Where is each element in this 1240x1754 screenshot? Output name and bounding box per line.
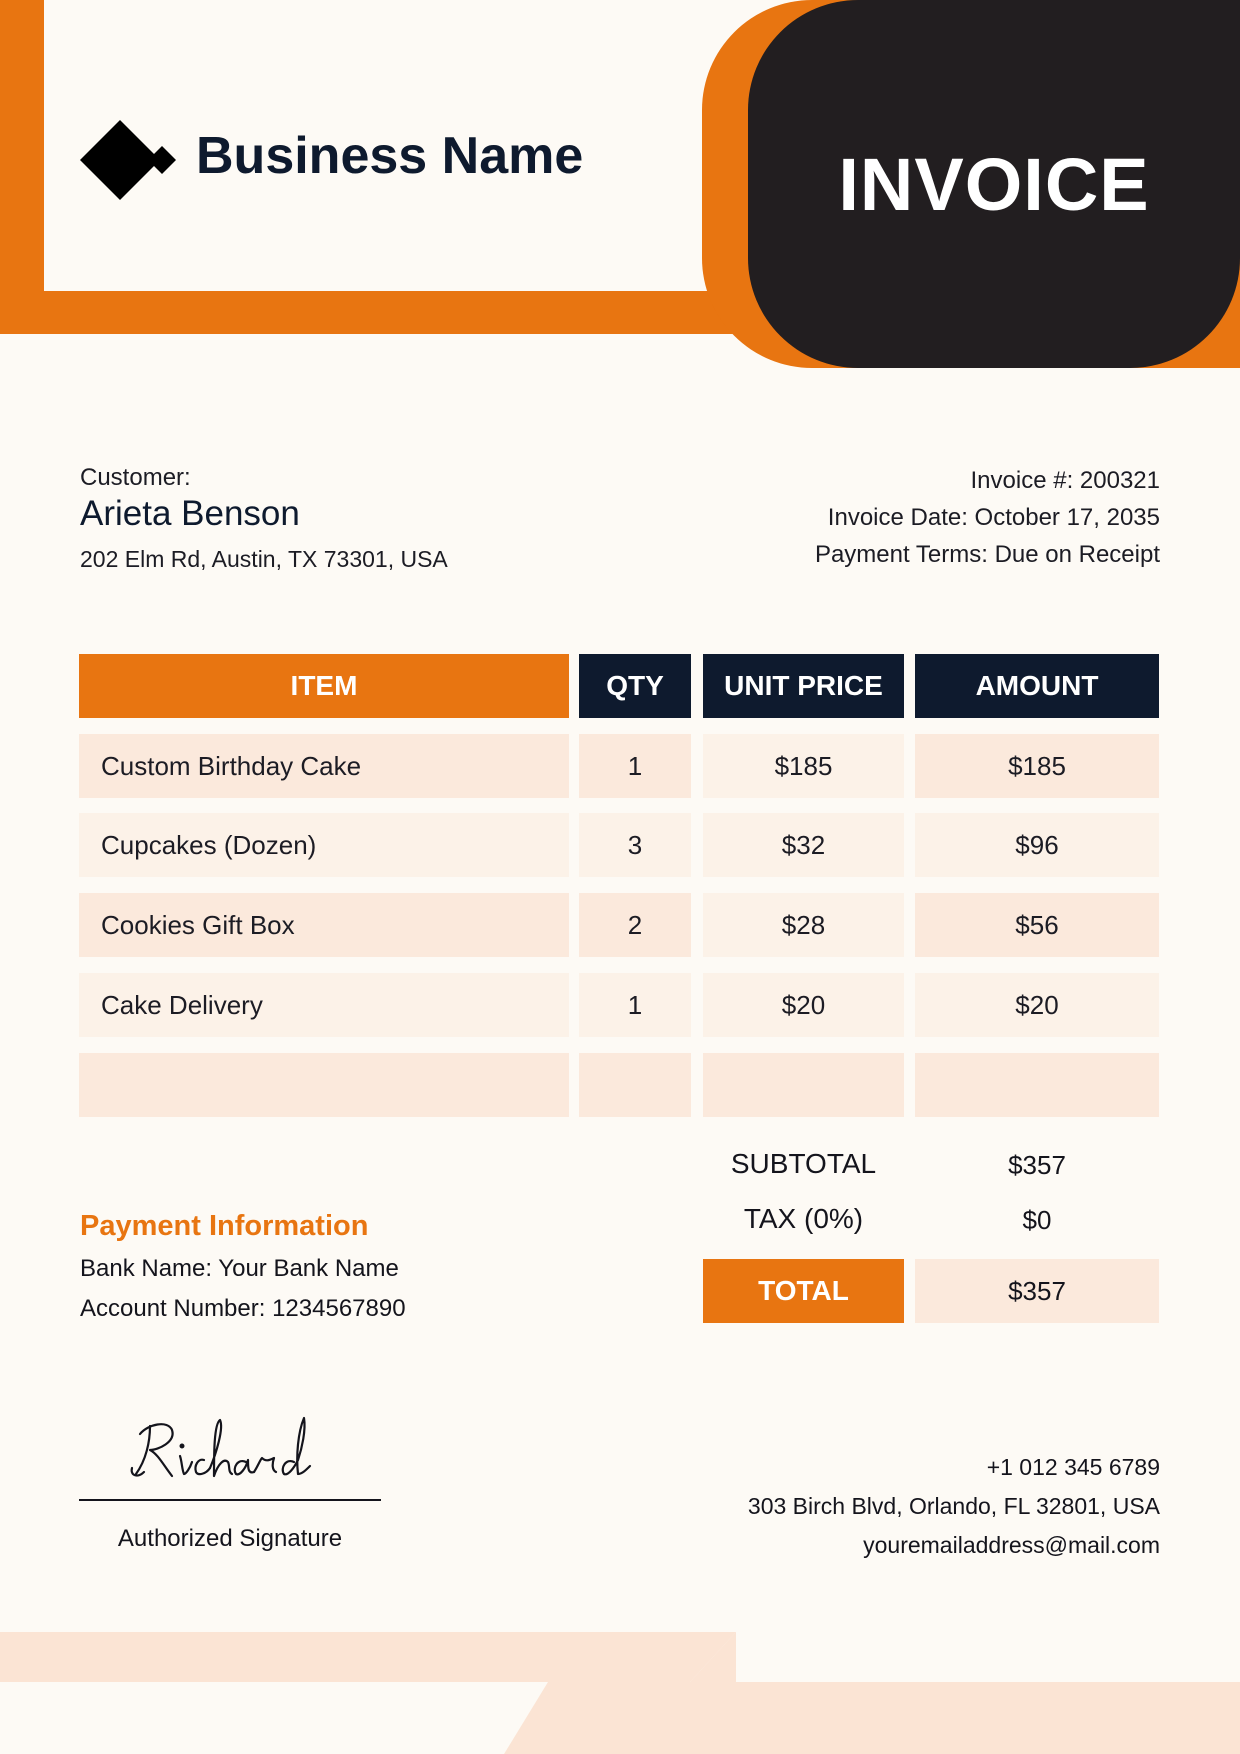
account-number: Account Number: 1234567890 [80,1295,406,1322]
signature-image [128,1408,348,1488]
header-accent-bar-left [0,0,44,334]
table-row-amount [915,1053,1159,1117]
invoice-title: INVOICE [838,143,1150,226]
contact-info [748,1448,1160,1565]
header-unit-price: UNIT PRICE [703,654,904,718]
table-row-item [79,1053,569,1117]
header-qty: QTY [579,654,691,718]
tax-label: TAX (0%) [743,1203,864,1234]
contact-address: 303 Birch Blvd, Orlando, FL 32801, USA [747,1493,1160,1519]
table-row-unit-price: $28 [703,893,904,957]
header-accent-bar-bottom [0,291,760,334]
table-row-qty: 2 [579,893,691,957]
tax-value: $0 [1022,1205,1052,1235]
subtotal-label: SUBTOTAL [730,1148,877,1179]
header-amount: AMOUNT [915,654,1159,718]
table-row-item: Cookies Gift Box [79,893,569,957]
signature-label: Authorized Signature [117,1525,343,1552]
customer-name: Arieta Benson [80,494,300,533]
table-row-unit-price: $20 [703,973,904,1037]
table-row-amount: $96 [915,813,1159,877]
table-row-item: Cupcakes (Dozen) [79,813,569,877]
payment-terms: Payment Terms: Due on Receipt [814,541,1160,568]
table-row-qty: 1 [579,973,691,1037]
diamond-logo-icon [80,120,188,200]
invoice-number: Invoice #: 200321 [970,467,1160,494]
customer-label: Customer: [80,464,191,491]
table-row-qty: 1 [579,734,691,798]
signature-line [79,1499,381,1501]
footer-decoration [0,1630,1240,1754]
invoice-date: Invoice Date: October 17, 2035 [827,504,1160,531]
total-value: $357 [915,1259,1159,1323]
table-row-qty: 3 [579,813,691,877]
table-row-item: Custom Birthday Cake [79,734,569,798]
bank-name: Bank Name: Your Bank Name [80,1255,399,1282]
table-row-item: Cake Delivery [79,973,569,1037]
business-name: Business Name [196,127,584,185]
table-row-unit-price: $32 [703,813,904,877]
table-row-amount: $56 [915,893,1159,957]
table-row-unit-price [703,1053,904,1117]
header-item: ITEM [79,654,569,718]
table-row-amount: $20 [915,973,1159,1037]
table-row-amount: $185 [915,734,1159,798]
invoice-meta [815,462,1160,573]
table-row-unit-price: $185 [703,734,904,798]
total-label: TOTAL [703,1259,904,1323]
subtotal-value: $357 [1008,1150,1066,1180]
payment-info-title: Payment Information [80,1210,369,1242]
contact-email: youremailaddress@mail.com [863,1532,1160,1558]
customer-address: 202 Elm Rd, Austin, TX 73301, USA [80,546,448,572]
table-row-qty [579,1053,691,1117]
contact-phone: +1 012 345 6789 [986,1454,1160,1480]
